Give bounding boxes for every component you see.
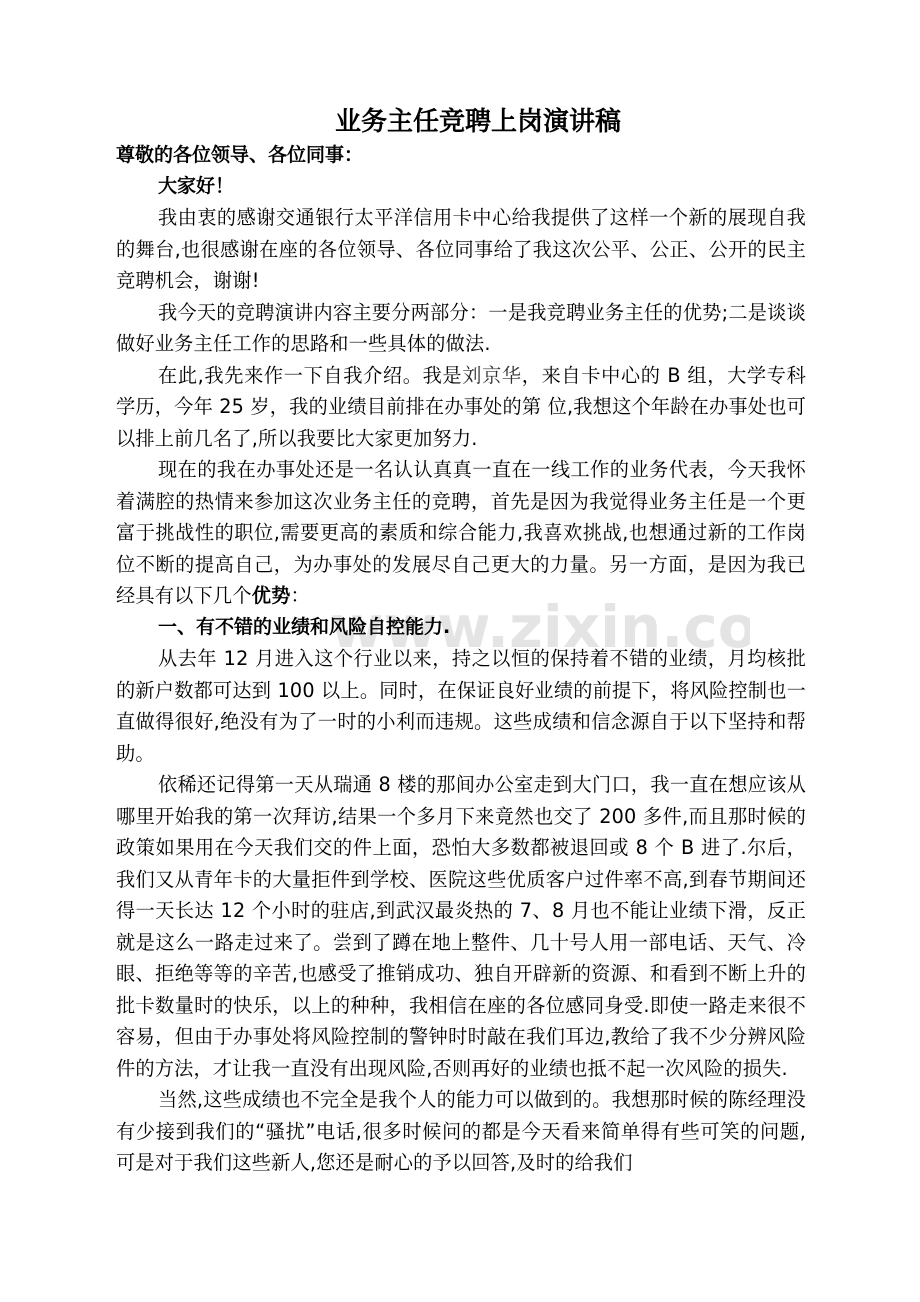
paragraph-outline: 我今天的竞聘演讲内容主要分两部分：一是我竞聘业务主任的优势;二是谈谈做好业务主任工作的思路和一些具体的做法. [116, 300, 806, 355]
paragraph-performance: 从去年 12 月进入这个行业以来，持之以恒的保持着不错的业绩，月均核批的新户数都可达到 100 以上。同时，在保证良好业绩的前提下，将风险控制也一直做得很好,绝没有为了一时的小利而违规。这些成绩和信念源自于以下坚持和帮助。 [116, 647, 806, 765]
watermark-text: www.zixin.co [330, 593, 750, 661]
paragraph-motivation [116, 454, 806, 612]
section-heading-1: 一、有不错的业绩和风险自控能力. [158, 615, 451, 638]
motivation-text-b: ： [290, 584, 310, 607]
salutation: 尊敬的各位领导、各位同事： [116, 144, 364, 166]
paragraph-thanks: 我由衷的感谢交通银行太平洋信用卡中心给我提供了这样一个新的展现自我的舞台,也很感谢在座的各位领导、各位同事给了我这次公平、公正、公开的民主竞聘机会，谢谢! [116, 206, 806, 292]
self-intro-text-b: ，来自卡中心的 B 组，大学专科学历，今年 25 岁，我的业绩目前排在办事处的第 位,我想这个年龄在办事处也可以排上前几名了,所以我要比大家更加努力. [116, 363, 806, 450]
motivation-text-a: 现在的我在办事处还是一名认认真真一直在一线工作的业务代表，今天我怀着满腔的热情来参加这次业务主任的竞聘，首先是因为我觉得业务主任是一个更富于挑战性的职位,需要更高的素质和综合能力,我喜欢挑战,也想通过新的工作岗位不断的提高自己，为办事处的发展尽自己更大的力量。另一方面，是因为我已经具有以下几个 [116, 458, 806, 607]
document-body [116, 104, 806, 1179]
advantage-word: 优势 [251, 584, 291, 607]
self-intro-text-a: 在此,我先来作一下自我介绍。我是 [158, 363, 463, 387]
greeting: 大家好！ [158, 175, 235, 197]
document-title: 业务主任竞聘上岗演讲稿 [334, 107, 621, 137]
paragraph-self-intro [116, 360, 806, 455]
paragraph-memories: 依稀还记得第一天从瑞通 8 楼的那间办公室走到大门口，我一直在想应该从哪里开始我的第一次拜访,结果一个多月下来竟然也交了 200 多件,而且那时候的政策如果用在今天我们交的件上面，恐怕大多数都被退回或 8 个 B 进了.尔后，我们又从青年卡的大量拒件到学校、医院这些优质客户过件率不高,到春节期间还得一天长达 12 个小时的驻店,到武汉最炎热的 7、8 月也不能让业绩下滑，反正就是这么一路走过来了。尝到了蹲在地上整件、几十号人用一部电话、天气、冷眼、拒绝等等的辛苦,也感受了推销成功、独自开辟新的资源、和看到不断上升的批卡数量时的快乐，以上的种种，我相信在座的各位感同身受.即使一路走来很不容易，但由于办事处将风险控制的警钟时时敲在我们耳边,教给了我不少分辨风险件的方法，才让我一直没有出现风险,否则再好的业绩也抵不起一次风险的损失. [116, 773, 806, 1080]
speaker-name: 刘京华 [462, 363, 522, 387]
paragraph-gratitude: 当然,这些成绩也不完全是我个人的能力可以做到的。我想那时候的陈经理没有少接到我们的“骚扰”电话,很多时候问的都是今天看来简单得有些可笑的问题,可是对于我们这些新人,您还是耐心的予以回答,及时的给我们 [116, 1088, 806, 1174]
